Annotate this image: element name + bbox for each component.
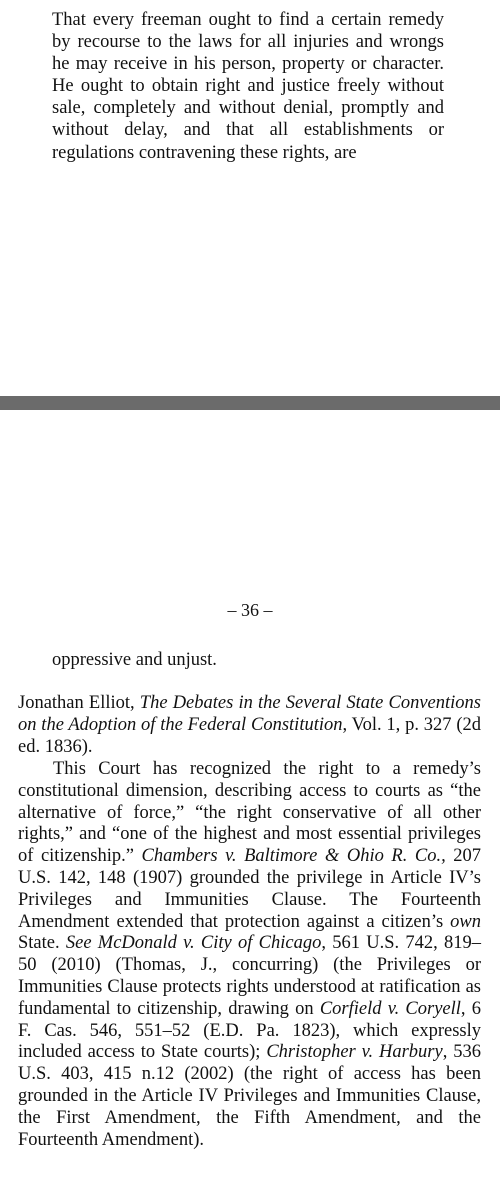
- citation: [18, 693, 481, 758]
- paragraph-text: , 6 F. Cas. 546, 551–52 (E.D. Pa. 1823), which expressly included access to State courts);: [18, 998, 481, 1063]
- citation-title: The Debates in the Several State Conventions on the Adoption of the Federal Constitution: [18, 693, 481, 735]
- paragraph-text: , 561 U.S. 742, 819–50 (2010) (Thomas, J., concurring) (the Privileges or Immunities Clause protects rights understood at ratification as fundamental to citizenship, drawing on: [18, 933, 481, 1019]
- page-separator: [0, 396, 500, 410]
- paragraph-text: , 536 U.S. 403, 415 n.12 (2002) (the right of access has been grounded in the Article IV Privileges and Immunities Clause, the First Amendment, the Fifth Amendment, and the Fourteenth Amendment).: [18, 1042, 481, 1150]
- paragraph-text: 207 U.S. 142, 148 (1907) grounded the privilege in Article IV’s Privileges and Immunities Clause. The Fourteenth Amendment extended that protection against a citizen’s: [18, 846, 482, 932]
- citation-author: Jonathan Elliot,: [18, 693, 140, 713]
- case-name-mcdonald: See McDonald v. City of Chicago: [65, 933, 322, 954]
- body-paragraph: [18, 759, 481, 1151]
- page-number: – 36 –: [227, 600, 273, 620]
- page-bottom: [0, 410, 500, 1199]
- paragraph-text: This Court has recognized the right to a remedy’s constitutional dimension, describing access to courts as “the alternative of force,” “the right conservative of all other rights,” and “one of the highest and most essential privileges of citizenship.”: [18, 759, 481, 867]
- paragraph-text: State.: [18, 933, 66, 954]
- block-quote: That every freeman ought to find a certain remedy by recourse to the laws for all injuries and wrongs he may receive in his person, property or character. He ought to obtain right and justice freely without sale, completely and without denial, promptly and without delay, and that all establishments or regulations contravening these rights, are: [52, 10, 444, 163]
- page-top: [0, 0, 500, 396]
- citation-details: , Vol. 1, p. 327 (2d ed. 1836).: [18, 714, 481, 757]
- block-quote-continuation: oppressive and unjust.: [52, 650, 217, 670]
- emphasis-own: own: [450, 911, 481, 932]
- case-name-chambers: Chambers v. Baltimore & Ohio R. Co.,: [141, 846, 446, 867]
- case-name-corfield: Corfield v. Coryell: [319, 998, 461, 1019]
- case-name-christopher: Christopher v. Harbury: [266, 1042, 443, 1063]
